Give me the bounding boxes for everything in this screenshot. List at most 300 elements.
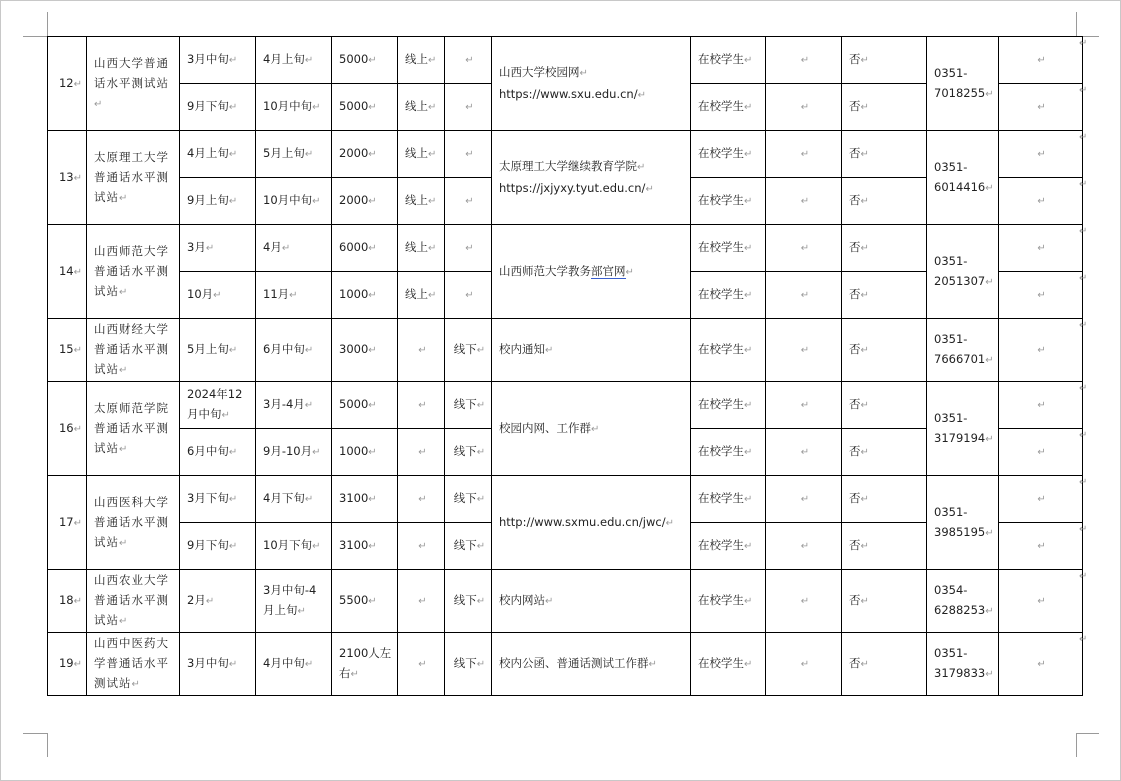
note-column <box>998 633 1082 696</box>
paragraph-mark: ↵ <box>476 400 486 411</box>
notice-channel-text: https://jxjyxy.tyut.edu.cn/ <box>499 180 646 195</box>
notice-channel <box>492 319 691 382</box>
extra-column <box>766 570 842 633</box>
fee-flag <box>842 131 927 178</box>
contact-phone <box>927 37 999 131</box>
fee-flag-text: 否 <box>849 656 861 670</box>
crop-mark-top-left-h <box>23 36 47 37</box>
test-time-text: 6月中旬 <box>263 342 305 356</box>
paragraph-mark: ↵ <box>1037 149 1046 160</box>
note-column <box>998 476 1082 523</box>
notice-channel-text-underlined: 部官网 <box>591 263 626 278</box>
entry-number-text: 13 <box>58 169 74 184</box>
table-row <box>48 633 1083 696</box>
paragraph-mark: ↵ <box>985 355 994 366</box>
notice-channel-line <box>499 339 686 361</box>
row-end-mark: ↵ <box>1079 524 1088 535</box>
registration-time <box>180 476 256 523</box>
note-column <box>998 84 1082 131</box>
registration-time <box>180 131 256 178</box>
test-time <box>256 476 332 523</box>
crop-mark-bottom-left <box>47 733 48 757</box>
paragraph-mark: ↵ <box>94 98 104 110</box>
paragraph-mark: ↵ <box>744 541 753 552</box>
paragraph-mark: ↵ <box>428 102 437 113</box>
row-end-mark: ↵ <box>1079 383 1088 394</box>
test-count <box>332 382 398 429</box>
paragraph-mark: ↵ <box>418 541 427 552</box>
test-time <box>256 225 332 272</box>
paragraph-mark: ↵ <box>228 149 238 160</box>
paragraph-mark: ↵ <box>579 67 588 79</box>
target-group-text: 在校学生 <box>698 146 744 160</box>
paragraph-mark: ↵ <box>1037 494 1046 505</box>
online-mode-text: 线上 <box>405 240 428 254</box>
station-name-text: 山西医科大学普通话水平测试站 <box>94 494 169 549</box>
test-time-text: 4月上旬 <box>263 52 305 66</box>
paragraph-mark: ↵ <box>228 102 238 113</box>
paragraph-mark: ↵ <box>73 596 82 607</box>
paragraph-mark: ↵ <box>304 659 314 670</box>
paragraph-mark: ↵ <box>465 290 474 301</box>
fee-flag-text: 否 <box>849 444 861 458</box>
extra-column <box>766 319 842 382</box>
crop-mark-bottom-right-h <box>1077 733 1099 734</box>
test-time <box>256 570 332 633</box>
online-mode <box>398 476 445 523</box>
paragraph-mark: ↵ <box>985 606 994 617</box>
registration-time-text: 9月下旬 <box>187 538 229 552</box>
notice-channel <box>492 476 691 570</box>
paragraph-mark: ↵ <box>985 182 994 194</box>
paragraph-mark: ↵ <box>73 517 82 529</box>
paragraph-mark: ↵ <box>476 345 486 356</box>
row-end-mark: ↵ <box>1079 571 1088 582</box>
fee-flag-text: 否 <box>849 287 861 301</box>
test-time-text: 3月中旬-4月上旬 <box>263 583 317 617</box>
online-mode <box>398 272 445 319</box>
paragraph-mark: ↵ <box>119 537 129 549</box>
paragraph-mark: ↵ <box>228 447 238 458</box>
paragraph-mark: ↵ <box>73 172 82 184</box>
paragraph-mark: ↵ <box>228 494 238 505</box>
fee-flag-text: 否 <box>849 397 861 411</box>
entry-number <box>48 382 87 476</box>
row-end-mark: ↵ <box>1079 634 1088 645</box>
paragraph-mark: ↵ <box>368 400 377 411</box>
paragraph-mark: ↵ <box>860 400 869 411</box>
contact-phone-line: 7666701↵ <box>934 352 994 366</box>
offline-mode <box>445 633 492 696</box>
paragraph-mark: ↵ <box>860 149 869 160</box>
fee-flag <box>842 37 927 84</box>
paragraph-mark: ↵ <box>744 55 753 66</box>
paragraph-mark: ↵ <box>205 596 215 607</box>
paragraph-mark: ↵ <box>368 243 377 254</box>
contact-phone-line: 2051307↵ <box>934 273 994 288</box>
note-column <box>998 429 1082 476</box>
row-end-mark: ↵ <box>1079 226 1088 237</box>
target-group <box>691 319 766 382</box>
crop-mark-bottom-left-h <box>23 733 47 734</box>
paragraph-mark: ↵ <box>1037 659 1046 670</box>
notice-channel-line <box>499 418 686 440</box>
contact-phone-line: 0351- <box>934 504 968 519</box>
target-group-text: 在校学生 <box>698 240 744 254</box>
notice-channel <box>492 382 691 476</box>
test-time <box>256 382 332 429</box>
paragraph-mark: ↵ <box>744 596 753 607</box>
offline-mode <box>445 225 492 272</box>
paragraph-mark: ↵ <box>350 669 359 680</box>
test-count <box>332 84 398 131</box>
paragraph-mark: ↵ <box>312 102 321 113</box>
paragraph-mark: ↵ <box>625 266 634 278</box>
paragraph-mark: ↵ <box>221 410 230 421</box>
offline-mode <box>445 476 492 523</box>
paragraph-mark: ↵ <box>304 55 314 66</box>
test-time-text: 10月中旬 <box>263 193 313 207</box>
paragraph-mark: ↵ <box>428 290 437 301</box>
paragraph-mark: ↵ <box>476 659 486 670</box>
test-count <box>332 272 398 319</box>
registration-time-text: 9月上旬 <box>187 193 229 207</box>
online-mode-text: 线上 <box>405 287 428 301</box>
test-schedule-table <box>47 36 1083 696</box>
test-count-text: 2000 <box>339 193 369 207</box>
entry-number <box>48 319 87 382</box>
extra-column <box>766 225 842 272</box>
station-name <box>87 476 180 570</box>
notice-channel-line <box>499 590 686 612</box>
extra-column <box>766 382 842 429</box>
contact-phone-line: 0354- <box>934 583 968 597</box>
paragraph-mark: ↵ <box>744 400 753 411</box>
test-count-text: 6000 <box>339 240 369 254</box>
test-count-text: 5000 <box>339 52 369 66</box>
paragraph-mark: ↵ <box>1037 290 1046 301</box>
offline-mode <box>445 523 492 570</box>
paragraph-mark: ↵ <box>418 494 427 505</box>
row-end-mark: ↵ <box>1079 85 1088 96</box>
test-count <box>332 523 398 570</box>
paragraph-mark: ↵ <box>228 345 238 356</box>
offline-mode-text: 线下 <box>453 656 477 670</box>
paragraph-mark: ↵ <box>860 243 869 254</box>
paragraph-mark: ↵ <box>297 606 306 617</box>
test-count-text: 2100人左右 <box>339 646 392 680</box>
test-time <box>256 633 332 696</box>
fee-flag-text: 否 <box>849 52 861 66</box>
target-group-text: 在校学生 <box>698 491 744 505</box>
entry-number-text: 17 <box>58 514 74 529</box>
paragraph-mark: ↵ <box>465 196 474 207</box>
online-mode <box>398 131 445 178</box>
test-count-text: 3000 <box>339 342 369 356</box>
registration-time-text: 3月中旬 <box>187 656 229 670</box>
test-count <box>332 178 398 225</box>
paragraph-mark: ↵ <box>289 290 298 301</box>
entry-number <box>48 476 87 570</box>
paragraph-mark: ↵ <box>800 55 810 66</box>
target-group-text: 在校学生 <box>698 52 744 66</box>
test-time-text: 11月 <box>263 287 290 301</box>
test-count-text: 1000 <box>339 444 369 458</box>
table-row <box>48 319 1083 382</box>
paragraph-mark: ↵ <box>800 494 810 505</box>
fee-flag-text: 否 <box>849 99 861 113</box>
offline-mode-text: 线下 <box>453 397 477 411</box>
paragraph-mark: ↵ <box>648 659 657 670</box>
online-mode <box>398 225 445 272</box>
paragraph-mark: ↵ <box>418 400 427 411</box>
paragraph-mark: ↵ <box>665 517 674 529</box>
target-group-text: 在校学生 <box>698 656 744 670</box>
paragraph-mark: ↵ <box>860 102 869 113</box>
paragraph-mark: ↵ <box>860 541 869 552</box>
notice-channel-text: 山西师范大学教务 <box>499 263 591 278</box>
fee-flag <box>842 178 927 225</box>
target-group <box>691 131 766 178</box>
table-row <box>48 225 1083 272</box>
fee-flag <box>842 476 927 523</box>
test-time-text: 3月-4月 <box>263 397 305 411</box>
online-mode-text: 线上 <box>405 99 428 113</box>
target-group-text: 在校学生 <box>698 287 744 301</box>
paragraph-mark: ↵ <box>304 494 314 505</box>
registration-time <box>180 382 256 429</box>
note-column <box>998 382 1082 429</box>
paragraph-mark: ↵ <box>800 541 810 552</box>
target-group <box>691 570 766 633</box>
station-name <box>87 570 180 633</box>
online-mode-text: 线上 <box>405 193 428 207</box>
note-column <box>998 319 1082 382</box>
fee-flag <box>842 382 927 429</box>
notice-channel-text: 校内通知 <box>499 342 545 356</box>
fee-flag-text: 否 <box>849 193 861 207</box>
paragraph-mark: ↵ <box>860 447 869 458</box>
registration-time-text: 9月下旬 <box>187 99 229 113</box>
notice-channel <box>492 37 691 131</box>
paragraph-mark: ↵ <box>312 541 321 552</box>
paragraph-mark: ↵ <box>1037 102 1046 113</box>
entry-number <box>48 633 87 696</box>
notice-channel-text: http://www.sxmu.edu.cn/jwc/ <box>499 514 666 529</box>
registration-time <box>180 272 256 319</box>
test-time-text: 10月中旬 <box>263 99 313 113</box>
paragraph-mark: ↵ <box>860 196 869 207</box>
paragraph-mark: ↵ <box>476 447 486 458</box>
contact-phone-line: 0351- <box>934 332 968 346</box>
test-time <box>256 37 332 84</box>
paragraph-mark: ↵ <box>73 423 82 435</box>
row-end-mark: ↵ <box>1079 477 1088 488</box>
paragraph-mark: ↵ <box>744 196 753 207</box>
contact-phone-line: 0351- <box>934 253 968 268</box>
target-group-text: 在校学生 <box>698 397 744 411</box>
paragraph-mark: ↵ <box>304 345 314 356</box>
notice-channel-line <box>499 84 686 106</box>
paragraph-mark: ↵ <box>985 433 994 445</box>
paragraph-mark: ↵ <box>1037 596 1046 607</box>
offline-mode <box>445 429 492 476</box>
fee-flag <box>842 633 927 696</box>
paragraph-mark: ↵ <box>213 290 222 301</box>
table-row <box>48 37 1083 84</box>
extra-column <box>766 178 842 225</box>
paragraph-mark: ↵ <box>744 494 753 505</box>
test-count <box>332 131 398 178</box>
paragraph-mark: ↵ <box>368 196 377 207</box>
online-mode <box>398 382 445 429</box>
offline-mode-text: 线下 <box>453 538 477 552</box>
paragraph-mark: ↵ <box>368 447 377 458</box>
paragraph-mark: ↵ <box>73 78 82 90</box>
paragraph-mark: ↵ <box>637 89 646 101</box>
paragraph-mark: ↵ <box>1037 400 1046 411</box>
offline-mode-text: 线下 <box>453 444 477 458</box>
fee-flag <box>842 84 927 131</box>
online-mode <box>398 84 445 131</box>
test-time <box>256 429 332 476</box>
target-group <box>691 225 766 272</box>
paragraph-mark: ↵ <box>985 88 994 100</box>
target-group <box>691 633 766 696</box>
paragraph-mark: ↵ <box>800 102 810 113</box>
target-group <box>691 382 766 429</box>
offline-mode-text: 线下 <box>453 593 477 607</box>
target-group <box>691 37 766 84</box>
notice-channel-line <box>499 512 686 534</box>
fee-flag-text: 否 <box>849 342 861 356</box>
entry-number-text: 18 <box>58 593 74 607</box>
paragraph-mark: ↵ <box>428 196 437 207</box>
paragraph-mark: ↵ <box>465 102 474 113</box>
test-time-text: 4月中旬 <box>263 656 305 670</box>
extra-column <box>766 476 842 523</box>
registration-time <box>180 523 256 570</box>
note-column <box>998 272 1082 319</box>
fee-flag <box>842 429 927 476</box>
paragraph-mark: ↵ <box>800 596 810 607</box>
row-end-mark: ↵ <box>1079 320 1088 331</box>
paragraph-mark: ↵ <box>228 55 238 66</box>
registration-time-text: 2024年12月中旬 <box>187 387 243 421</box>
paragraph-mark: ↵ <box>368 102 377 113</box>
contact-phone-line: 3985195↵ <box>934 524 994 539</box>
extra-column <box>766 429 842 476</box>
paragraph-mark: ↵ <box>800 659 810 670</box>
note-column <box>998 178 1082 225</box>
note-column <box>998 570 1082 633</box>
extra-column <box>766 37 842 84</box>
fee-flag-text: 否 <box>849 538 861 552</box>
paragraph-mark: ↵ <box>800 149 810 160</box>
paragraph-mark: ↵ <box>545 596 554 607</box>
contact-phone <box>927 225 999 319</box>
paragraph-mark: ↵ <box>744 659 753 670</box>
station-name <box>87 382 180 476</box>
test-count <box>332 633 398 696</box>
paragraph-mark: ↵ <box>428 149 437 160</box>
registration-time-text: 3月中旬 <box>187 52 229 66</box>
fee-flag <box>842 272 927 319</box>
note-column <box>998 131 1082 178</box>
notice-channel <box>492 570 691 633</box>
test-count <box>332 429 398 476</box>
test-count-text: 3100 <box>339 491 369 505</box>
notice-channel-line <box>499 653 686 675</box>
notice-channel-text: https://www.sxu.edu.cn/ <box>499 86 638 101</box>
station-name <box>87 131 180 225</box>
entry-number <box>48 225 87 319</box>
test-time <box>256 84 332 131</box>
paragraph-mark: ↵ <box>312 447 321 458</box>
paragraph-mark: ↵ <box>744 243 753 254</box>
contact-phone-line: 7018255↵ <box>934 85 994 100</box>
station-name <box>87 319 180 382</box>
paragraph-mark: ↵ <box>73 266 82 278</box>
target-group-text: 在校学生 <box>698 593 744 607</box>
paragraph-mark: ↵ <box>73 345 82 356</box>
extra-column <box>766 523 842 570</box>
paragraph-mark: ↵ <box>591 423 600 435</box>
test-count <box>332 570 398 633</box>
registration-time-text: 6月中旬 <box>187 444 229 458</box>
registration-time <box>180 84 256 131</box>
paragraph-mark: ↵ <box>119 616 129 627</box>
paragraph-mark: ↵ <box>985 669 994 680</box>
fee-flag-text: 否 <box>849 593 861 607</box>
notice-channel-line <box>499 178 686 200</box>
paragraph-mark: ↵ <box>228 196 238 207</box>
station-name-text: 太原师范学院普通话水平测试站 <box>94 400 169 455</box>
row-end-mark: ↵ <box>1079 430 1088 441</box>
contact-phone-line: 0351- <box>934 646 968 660</box>
notice-channel-text: 太原理工大学继续教育学院 <box>499 158 637 173</box>
paragraph-mark: ↵ <box>119 365 129 376</box>
offline-mode <box>445 382 492 429</box>
target-group <box>691 272 766 319</box>
entry-number-text: 16 <box>58 420 74 435</box>
entry-number-text: 19 <box>58 656 74 670</box>
fee-flag <box>842 225 927 272</box>
target-group <box>691 523 766 570</box>
test-time <box>256 272 332 319</box>
online-mode <box>398 523 445 570</box>
registration-time <box>180 225 256 272</box>
paragraph-mark: ↵ <box>304 149 314 160</box>
paragraph-mark: ↵ <box>800 196 810 207</box>
paragraph-mark: ↵ <box>418 447 427 458</box>
test-time-text: 5月上旬 <box>263 146 305 160</box>
test-count-text: 5500 <box>339 593 369 607</box>
registration-time <box>180 178 256 225</box>
table-row <box>48 131 1083 178</box>
test-count <box>332 476 398 523</box>
notice-channel <box>492 225 691 319</box>
test-time <box>256 131 332 178</box>
table-row <box>48 382 1083 429</box>
paragraph-mark: ↵ <box>1037 196 1046 207</box>
paragraph-mark: ↵ <box>228 541 238 552</box>
paragraph-mark: ↵ <box>860 290 869 301</box>
station-name-text: 山西大学普通话水平测试站 <box>94 55 169 90</box>
entry-number <box>48 570 87 633</box>
paragraph-mark: ↵ <box>860 494 869 505</box>
paragraph-mark: ↵ <box>73 659 82 670</box>
